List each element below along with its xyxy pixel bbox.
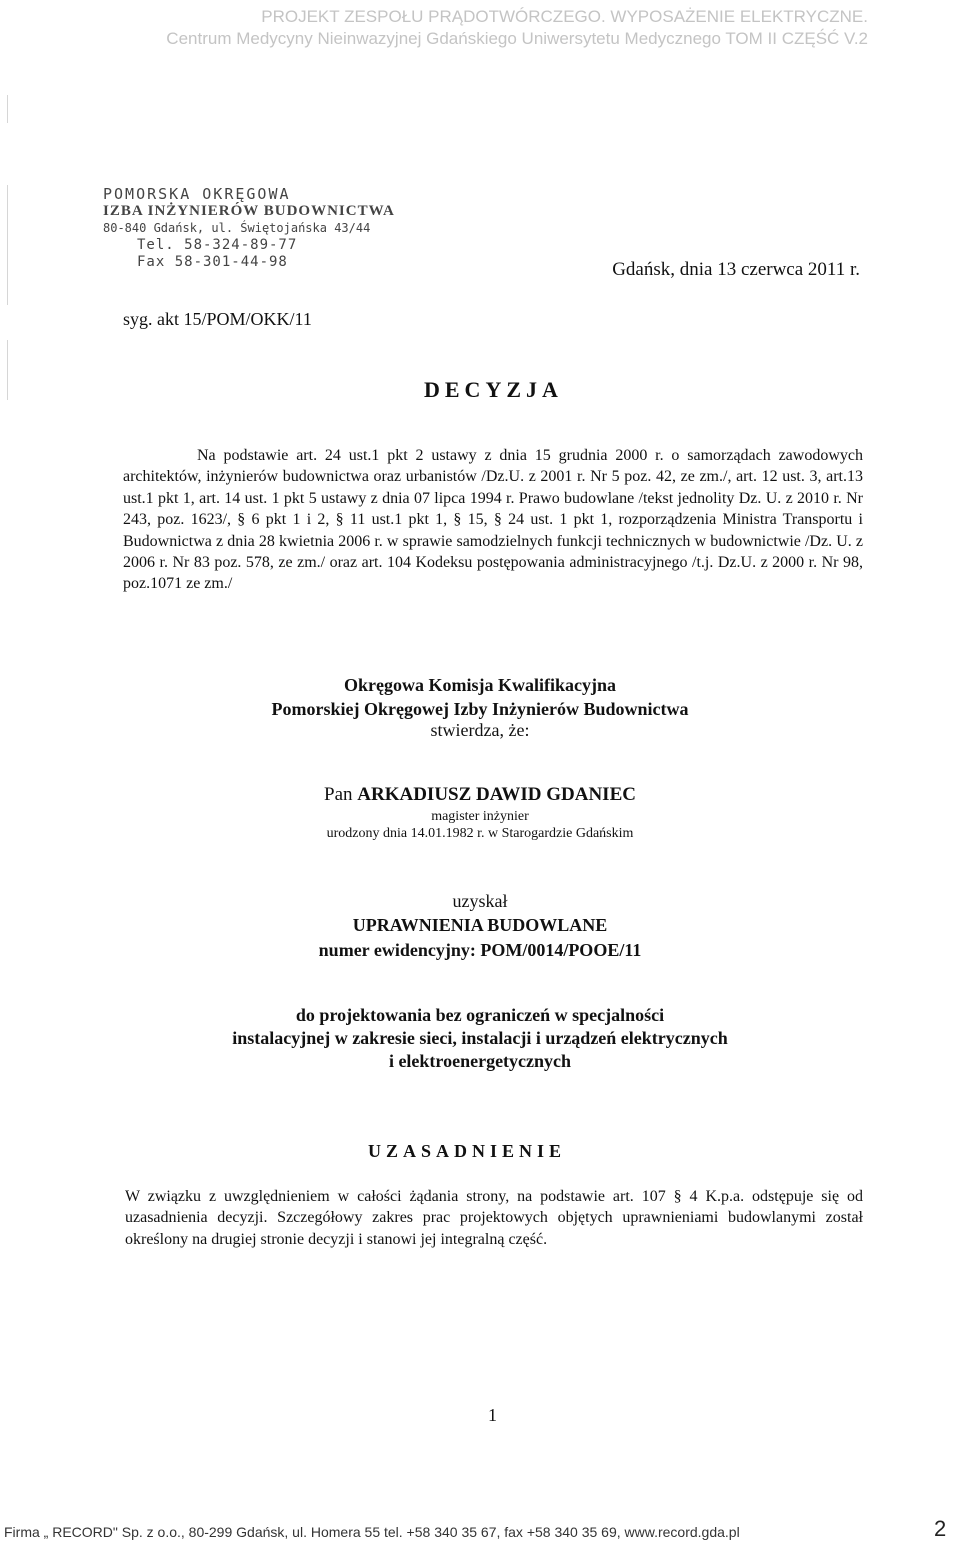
document-date: Gdańsk, dnia 13 czerwca 2011 r.	[612, 259, 860, 280]
legal-basis-text: Na podstawie art. 24 ust.1 pkt 2 ustawy z dnia 15 grudnia 2000 r. o samorządach zawodowych architektów, inżynierów budownictwa oraz urbanistów /Dz.U. z 2001 r. Nr 5 poz. 42, ze zm./, art. 12 ust. 3, art.13 ust.1 pkt 1, art. 14 ust. 1 pkt 5 ustawy z dnia 07 lipca 1994 r. Prawo budowlane /tekst jednolity Dz. U. z 2010 r. Nr 243, poz. 1623/, § 6 pkt 1 i 2, § 11 ust.1 pkt 1, § 15, § 24 ust. 1 pkt 1, rozporządzenia Ministra Transportu i Budownictwa z dnia 28 kwietnia 2006 r. w sprawie samodzielnych funkcji technicznych w budownictwie /Dz. U. z 2006 r. Nr 83 poz. 578, ze zm./ oraz art. 104 Kodeksu postępowania administracyjnego /t.j. Dz.U. z 2000 r. Nr 98, poz.1071 ze zm./	[123, 447, 863, 593]
person-prefix: Pan	[324, 784, 353, 805]
person-degree: magister inżynier	[431, 809, 529, 824]
scope-line-3: i elektroenergetycznych	[388, 1051, 572, 1071]
case-reference: syg. akt 15/POM/OKK/11	[123, 309, 312, 329]
page-number: 1	[488, 1405, 497, 1425]
justification-paragraph	[125, 1186, 863, 1250]
stamp-line-1: POMORSKA OKRĘGOWA	[103, 185, 291, 203]
authority-line-1: Okręgowa Komisja Kwalifikacyjna	[344, 675, 616, 695]
permission-block	[0, 913, 960, 963]
permission-title: UPRAWNIENIA BUDOWLANE	[352, 915, 608, 935]
scan-artifact	[7, 95, 8, 123]
justification-title: UZASADNIENIE	[368, 1141, 567, 1161]
authority-verb: stwierdza, że:	[430, 720, 530, 740]
decision-title: DECYZJA	[424, 377, 563, 402]
justification-text: W związku z uwzględnieniem w całości żądania strony, na podstawie art. 107 § 4 K.p.a. odstępuje się od uzasadnienia decyzji. Szczegółowy zakres prac projektowych objętych uprawnieniami budowlanymi został określony na drugiej stronie decyzji i stanowi jej integralną część.	[125, 1188, 863, 1248]
scan-artifact	[7, 340, 8, 400]
authority-line-2: Pomorskiej Okręgowej Izby Inżynierów Budownictwa	[271, 699, 689, 719]
legal-basis-paragraph	[123, 445, 863, 595]
sheet-number: 2	[934, 1516, 947, 1541]
project-header-line2: Centrum Medycyny Nieinwazyjnej Gdańskiego Uniwersytetu Medycznego TOM II CZĘŚĆ V.2	[166, 29, 868, 48]
authority-name	[0, 673, 960, 721]
company-footer: Firma „ RECORD" Sp. z o.o., 80-299 Gdańsk, ul. Homera 55 tel. +58 340 35 67, fax +58 340 35 69, www.record.gda.pl	[4, 1524, 740, 1540]
project-header-line1: PROJEKT ZESPOŁU PRĄDOTWÓRCZEGO. WYPOSAŻENIE ELEKTRYCZNE.	[261, 7, 868, 26]
chamber-stamp	[103, 186, 395, 271]
permission-number: numer ewidencyjny: POM/0014/POOE/11	[318, 940, 642, 960]
permission-scope	[0, 1004, 960, 1073]
person-name: ARKADIUSZ DAWID GDANIEC	[357, 784, 636, 805]
person-name-line	[0, 784, 960, 806]
stamp-line-3: 80-840 Gdańsk, ul. Świętojańska 43/44	[103, 221, 371, 235]
scope-line-1: do projektowania bez ograniczeń w specjalności	[295, 1005, 665, 1025]
stamp-fax: Fax 58-301-44-98	[137, 254, 288, 270]
scope-line-2: instalacyjnej w zakresie sieci, instalacji i urządzeń elektrycznych	[232, 1028, 728, 1048]
permission-verb: uzyskał	[452, 891, 508, 911]
scan-artifact	[7, 185, 8, 305]
person-birth: urodzony dnia 14.01.1982 r. w Starogardzie Gdańskim	[326, 826, 634, 841]
stamp-phone: Tel. 58-324-89-77	[137, 237, 298, 253]
stamp-line-2: IZBA INŻYNIERÓW BUDOWNICTWA	[103, 203, 395, 219]
